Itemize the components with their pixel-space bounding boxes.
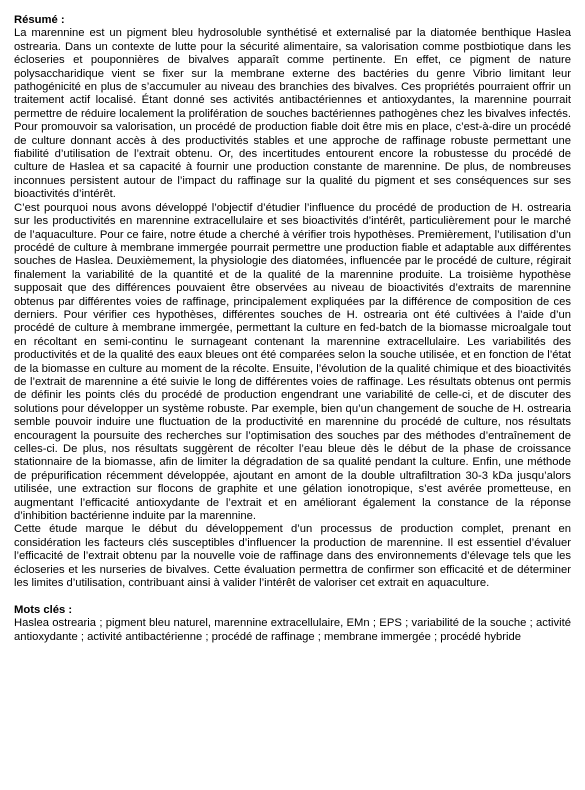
abstract-paragraph-3: Cette étude marque le début du développement d’un processus de production complet, prenant en considération les facteurs clés susceptibles d’influencer la production de marennine. Il est essentiel d’évaluer l’efficacité de l’extrait obtenu par la nouvelle voie de raffinage dans des environnements d’élevage tels que les écloseries et les nurseries de bivalves. Cette évaluation permettra de confirmer son efficacité et de déterminer les limites d’utilisation, contribuant ainsi à valider l’intérêt de valoriser cet extrait en aquaculture. <box>14 523 571 590</box>
abstract-heading: Résumé : <box>14 14 65 26</box>
section-spacer <box>14 590 571 603</box>
keywords-heading: Mots clés : <box>14 603 73 616</box>
abstract-paragraph-2: C’est pourquoi nous avons développé l’objectif d’étudier l’influence du procédé de production de H. ostrearia sur les productivités en marennine extracellulaire et ses bioactivités d’intérêt, particulièrement pour le marché de l’aquaculture. Pour ce faire, notre étude a cherché à vérifier trois hypothèses. Premièrement, l’utilisation d’un procédé de culture à membrane immergée pourrait permettre une production fiable et adaptable aux différentes souches de Haslea. Deuxièmement, la physiologie des diatomées, influencée par le procédé de culture, régirait finalement la variabilité de la quantité et de la qualité de la marennine produite. La troisième hypothèse supposait que des différences pouvaient être observées au niveau de bioactivités d’extraits de marennine obtenus par différentes voies de raffinage, principalement expliquées par la différence de composition de ces derniers. Pour vérifier ces hypothèses, différentes souches de H. ostrearia ont été cultivées à l’aide d’un procédé de culture à membrane immergée, permettant la culture en fed-batch de la biomasse microalgale tout en récoltant en semi-continu le surnageant contenant la marennine extracellulaire. Les variabilités des productivités et de la qualité des eaux bleues ont été comparées selon la souche utilisée, et en fonction de l’état de la biomasse en culture au moment de la récolte. Ensuite, l’évolution de la qualité chimique et des bioactivités de l’extrait de marennine a été suivie le long de différentes voies de raffinage. Les résultats obtenus ont permis de définir les points clés du procédé de production engendrant une variabilité de celle-ci, et de discuter des solutions pour développer un système robuste. Par exemple, bien qu’un changement de souche de H. ostrearia semble pouvoir induire une fluctuation de la productivité en marennine du procédé de culture, nos résultats encouragent la poursuite des recherches sur l’optimisation des souches par des méthodes d’entraînement de celles-ci. De plus, nos résultats suggèrent de récolter l’eau bleue dès le début de la phase de croissance stationnaire de la biomasse, afin de limiter la dégradation de sa qualité pendant la culture. Enfin, une méthode de prépurification récemment développée, ajoutant en amont de la double ultrafiltration 30-3 kDa jusqu’alors utilisée, une extraction sur flocons de graphite et une gélation ionotropique, s’est avérée prometteuse, en augmentant l’efficacité antioxydante de l’extrait et en améliorant également la constance de la réponse d’inhibition bactérienne induite par la marennine. <box>14 201 571 523</box>
keywords-text: Haslea ostrearia ; pigment bleu naturel, marennine extracellulaire, EMn ; EPS ; variabilité de la souche ; activité antioxydante ; activité antibactérienne ; procédé de raffinage ; membrane immergée ; procédé hybride <box>14 617 571 643</box>
abstract-paragraph-1: La marennine est un pigment bleu hydrosoluble synthétisé et externalisé par la diatomée benthique Haslea ostrearia. Dans un contexte de lutte pour la sécurité alimentaire, sa valorisation comme postbiotique dans les écloseries et pouponnières de bivalves apparaît comme pertinente. En effet, ce pigment de nature polysaccharidique vient se fixer sur la membrane externe des bactéries du genre Vibrio limitant leur pathogénicité en plus de s’accumuler au niveau des branchies des bivalves. Ces propriétés pourraient offrir un traitement actif localisé. Étant donné ses activités antibactériennes et antioxydantes, la marennine pourrait permettre de réduire localement la prolifération de souches bactériennes pathogènes chez les bivalves infectés. Pour promouvoir sa valorisation, un procédé de production fiable doit être mis en place, c’est-à-dire un procédé de culture donnant accès à des productivités stables et une approche de raffinage robuste permettant une fiabilité d’utilisation de l’extrait obtenu. Or, des incertitudes entourent encore la robustesse du procédé de culture de Haslea et sa capacité à fournir une production constante de marennine. De plus, de nombreuses inconnues persistent autour de l’impact du raffinage sur la qualité du pigment et ses conséquences sur ses bioactivités d’intérêt. <box>14 27 571 201</box>
